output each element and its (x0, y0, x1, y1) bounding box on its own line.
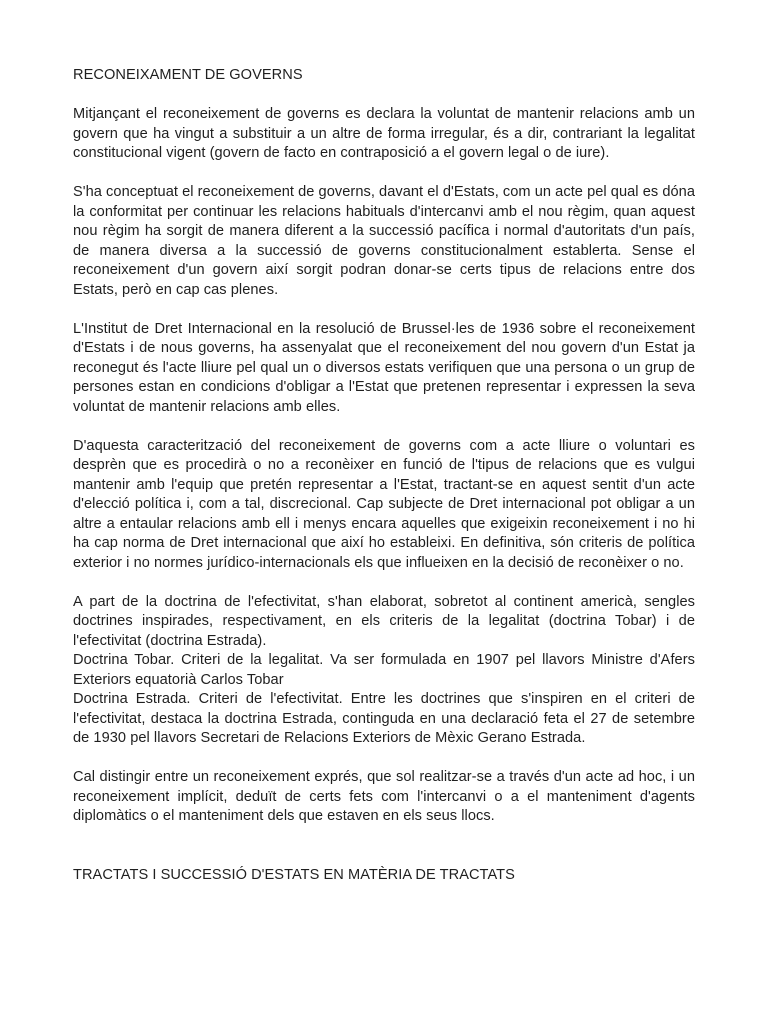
section-heading-reconeixement: RECONEIXAMENT DE GOVERNS (73, 67, 303, 83)
section-heading-tractats: TRACTATS I SUCCESSIÓ D'ESTATS EN MATÈRIA DE TRACTATS (73, 866, 515, 883)
doctrines-intro: A part de la doctrina de l'efectivitat, s'han elaborat, sobretot al continent americà, sengles doctrines inspirades, respectivament, en els criteris de la legalitat (doctrina Tobar) i de l'efectivitat (doctrina Estrada). (73, 593, 695, 649)
spacer (73, 417, 695, 437)
doctrine-estrada: Doctrina Estrada. Criteri de l'efectivitat. Entre les doctrines que s'inspiren en el criteri de l'efectivitat, destaca la doctrina Estrada, continguda en una declaració feta el 27 de setembre de 1930 pel llavors Secretari de Relacions Exteriors de Mèxic Gerano Estrada. (73, 691, 695, 746)
doctrine-tobar: Doctrina Tobar. Criteri de la legalitat. Va ser formulada en 1907 pel llavors Ministre d'Afers Exteriors equatorià Carlos Tobar (73, 652, 695, 688)
doctrines-block (73, 593, 695, 749)
spacer (73, 86, 695, 106)
spacer (73, 164, 695, 184)
spacer (73, 749, 695, 769)
paragraph-4: D'aquesta caracterització del reconeixement de governs com a acte lliure o voluntari es desprèn que es procedirà o no a reconèixer en funció de l'tipus de relacions que es vulgui mantenir amb l'equip que pretén representar a l'Estat, tractant-se en aquest sentit d'un acte d'elecció política i, com a tal, discrecional. Cap subjecte de Dret internacional pot obligar a un altre a entaular relacions amb ell i menys encara aquelles que exigeixin reconeixement i no hi ha cap norma de Dret internacional que així ho estableixi. En definitiva, són criteris de política exterior i no normes jurídico-internacionals els que influeixen en la decisió de reconèixer o no. (73, 437, 695, 571)
paragraph-2: S'ha conceptuat el reconeixement de governs, davant el d'Estats, com un acte pel qual es dóna la conformitat per continuar les relacions habituals d'intercanvi amb el nou règim, quan aquest nou règim ha sorgit de manera diferent a la successió pacífica i normal d'autoritats d'un país, de manera diversa a la successió de governs constitucionalment establerta. Sense el reconeixement d'un govern així sorgit podran donar-se certs tipus de relacions entre dos Estats, però en cap cas plenes. (73, 184, 695, 298)
spacer (73, 573, 695, 593)
paragraph-3: L'Institut de Dret Internacional en la resolució de Brussel·les de 1936 sobre el reconeixement d'Estats i de nous governs, ha assenyalat que el reconeixement del nou govern d'un Estat ja reconegut és l'acte lliure pel qual un o diversos estats verifiquen que una persona o un grup de persones estan en condicions d'obligar a l'Estat que pretenen representar i expressen la seva voluntat de mantenir relacions amb elles. (73, 320, 695, 415)
spacer (73, 300, 695, 320)
paragraph-1: Mitjançant el reconeixement de governs es declara la voluntat de mantenir relacions amb un govern que ha vingut a substituir a un altre de forma irregular, és a dir, contrariant la legalitat constitucional vigent (govern de facto en contraposició a el govern legal o de iure). (73, 106, 695, 161)
spacer (73, 827, 695, 866)
document-page (73, 66, 695, 885)
paragraph-final: Cal distingir entre un reconeixement exprés, que sol realitzar-se a través d'un acte ad hoc, i un reconeixement implícit, deduït de certs fets com l'intercanvi o a el manteniment d'agents diplomàtics o el manteniment dels que estaven en els seus llocs. (73, 769, 695, 824)
